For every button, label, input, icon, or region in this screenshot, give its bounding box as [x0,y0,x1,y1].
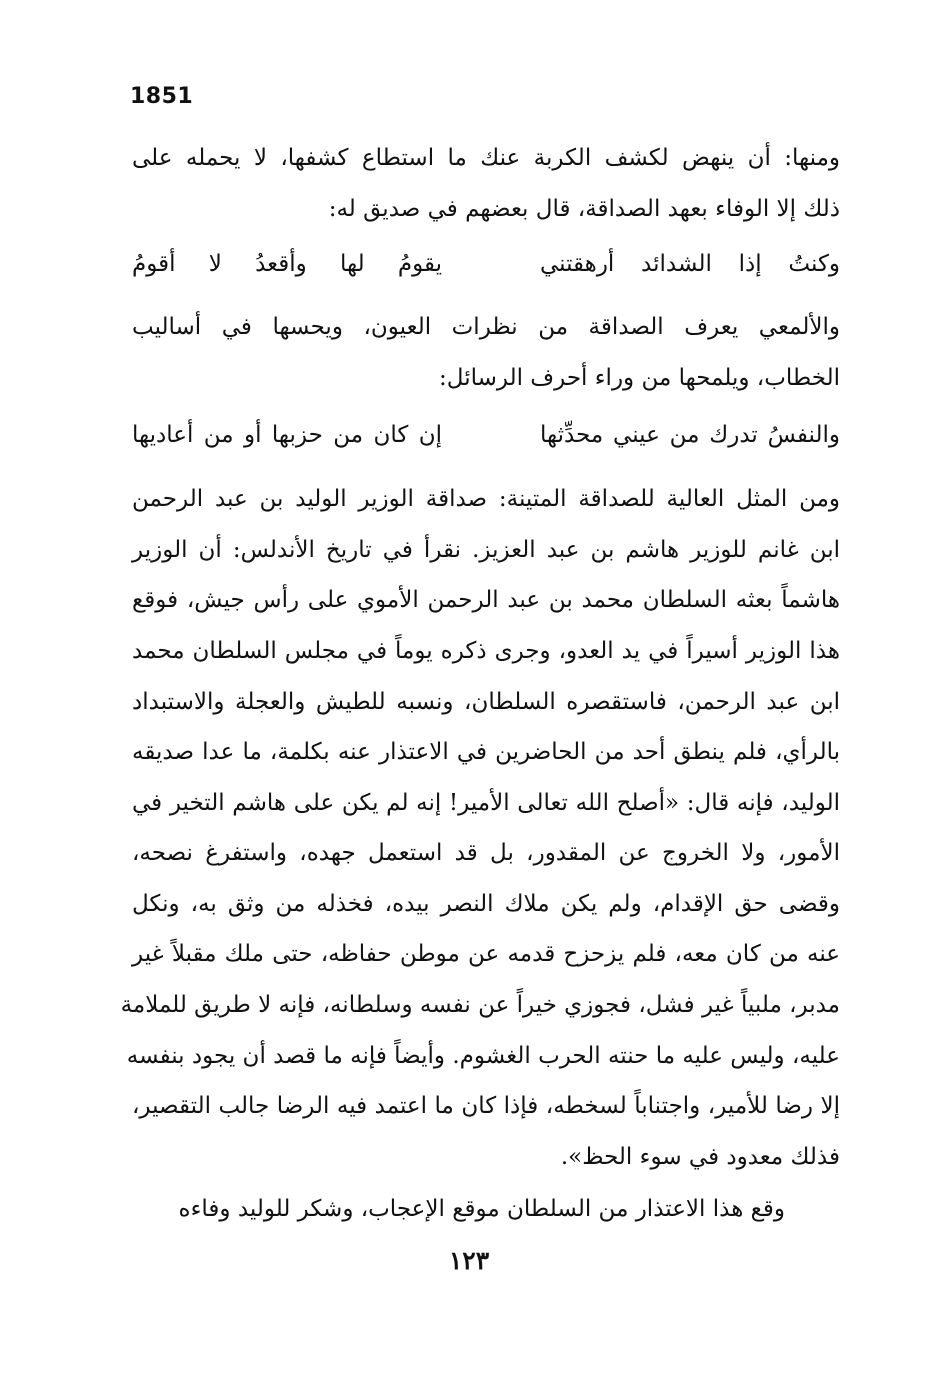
text-line: الخطاب، ويلمحها من وراء أحرف الرسائل: [439,365,840,391]
text-line: وقضى حق الإقدام، ولم يكن ملاك النصر بيده، فخذله من وثق به، ونكل [132,891,840,917]
text-line: مدبر، ملبياً غير فشل، فجوزي خيراً عن نفسه وسلطانه، فإنه لا طريق للملامة [120,992,840,1018]
text-line: بالرأي، فلم ينطق أحد من الحاضرين في الاعتذار عنه بكلمة، ما عدا صديقه [132,739,840,765]
bottom-page-number: ١٢٣ [448,1246,490,1275]
text-line: ومن المثل العالية للصداقة المتينة: صداقة الوزير الوليد بن عبد الرحمن [132,486,840,512]
text-line: ابن غانم للوزير هاشم بن عبد العزيز. نقرأ في تاريخ الأندلس: أن الوزير [132,537,840,563]
poetry-verse [132,253,840,283]
text-line: ابن عبد الرحمن، فاستقصره السلطان، ونسبه للطيش والعجلة والاستبداد [132,689,840,715]
text-line: الوليد، فإنه قال: «أصلح الله تعالى الأمير! إنه لم يكن على هاشم التخير في [132,790,840,816]
text-line: الأمور، ولا الخروج عن المقدور، بل قد استعمل جهده، واستفرغ نصحه، [132,840,840,866]
text-line: وقع هذا الاعتذار من السلطان موقع الإعجاب، وشكر للوليد وفاءه [178,1196,785,1222]
verse-first-hemistich: وكنتُ إذا الشدائد أرهقتني [540,251,840,277]
text-line: ومنها: أن ينهض لكشف الكربة عنك ما استطاع كشفها، لا يحمله على [132,145,840,171]
text-line: ذلك إلا الوفاء بعهد الصداقة، قال بعضهم في صديق له: [328,196,840,222]
text-line: هاشماً بعثه السلطان محمد بن عبد الرحمن الأموي على رأس جيش، فوقع [132,587,840,613]
verse-first-hemistich: والنفسُ تدرك من عيني محدِّثها [540,422,840,448]
text-line: فذلك معدود في سوء الحظ». [560,1144,840,1170]
text-line: عنه من كان معه، فلم يزحزح قدمه عن موطن حفاظه، حتى ملك مقبلاً غير [132,941,840,967]
text-line: إلا رضا للأمير، واجتناباً لسخطه، فإذا كان ما اعتمد فيه الرضا جالب التقصير، [132,1093,840,1119]
verse-second-hemistich: يقومُ لها وأقعدُ لا أقومُ [132,251,442,277]
poetry-verse [132,424,840,454]
text-line: هذا الوزير أسيراً في يد العدو، وجرى ذكره يوماً في مجلس السلطان محمد [132,638,840,664]
top-page-number: 1851 [130,84,194,109]
verse-second-hemistich: إن كان من حزبها أو من أعاديها [132,422,442,448]
text-line: والألمعي يعرف الصداقة من نظرات العيون، ويحسها في أساليب [132,314,840,340]
text-line: عليه، وليس عليه ما حنته الحرب الغشوم. وأيضاً فإنه ما قصد أن يجود بنفسه [126,1043,840,1069]
